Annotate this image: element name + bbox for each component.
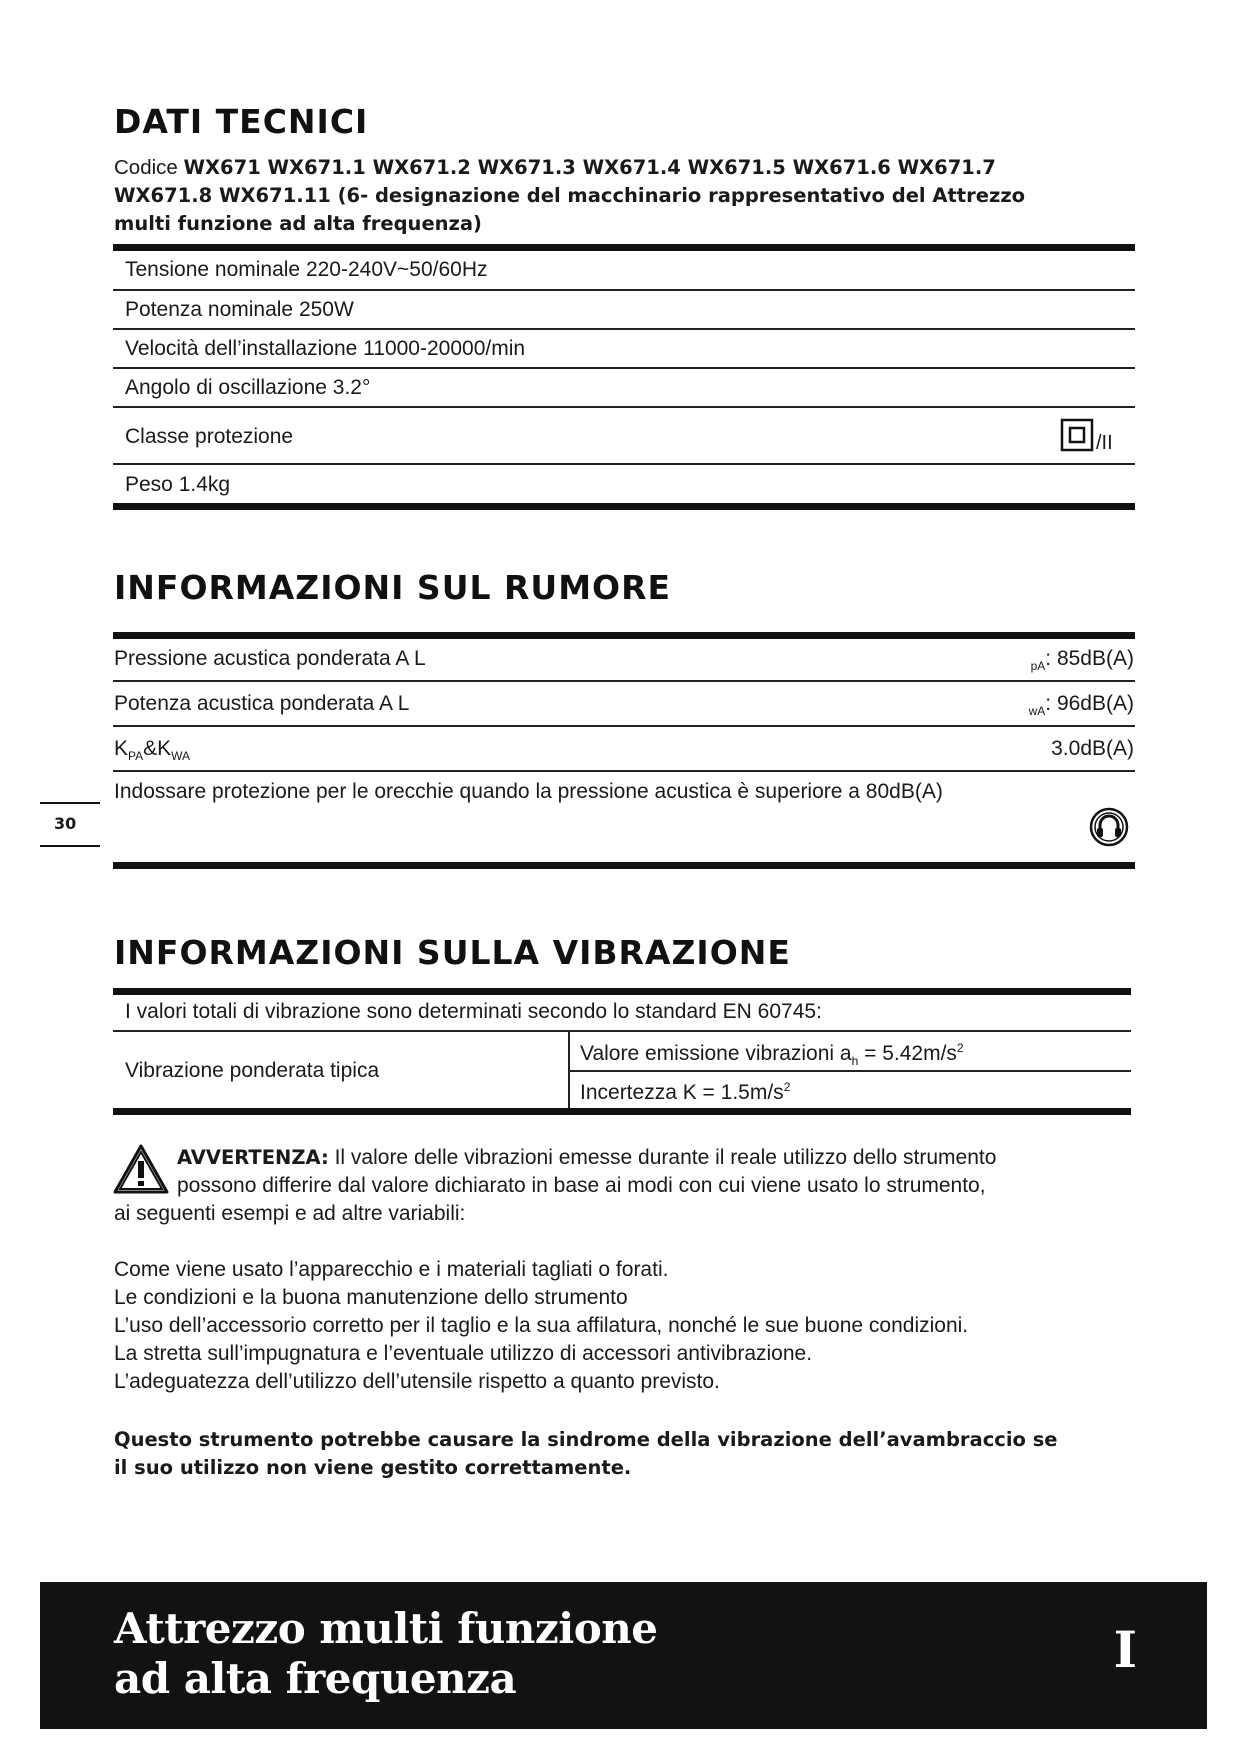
vibration-uncertainty xyxy=(580,1080,790,1105)
warning-icon xyxy=(112,1143,170,1195)
vibration-heading: INFORMAZIONI SULLA VIBRAZIONE xyxy=(114,933,791,972)
language-marker: I xyxy=(1113,1620,1137,1679)
page-number-rule-top xyxy=(40,802,100,804)
footer-title-line-2: ad alta frequenza xyxy=(114,1654,517,1703)
k-letter-2: &K xyxy=(143,737,172,760)
emission-sub: h xyxy=(851,1054,859,1069)
footer-banner xyxy=(40,1582,1207,1729)
tech-row-divider xyxy=(113,289,1135,291)
footer-title-line-1: Attrezzo multi funzione xyxy=(114,1604,658,1653)
tech-row-power: Potenza nominale 250W xyxy=(125,298,354,321)
uncertainty-value: Incertezza K = 1.5m/s xyxy=(580,1081,784,1104)
k-sub-wa: WA xyxy=(171,749,191,764)
tech-row-speed: Velocità dell’installazione 11000-20000/min xyxy=(125,337,526,360)
emission-value: = 5.42m/s xyxy=(858,1042,957,1065)
list-item: La stretta sull’impugnatura e l’eventuale utilizzo di accessori antivibrazione. xyxy=(114,1342,813,1365)
ear-protection-icon xyxy=(1089,807,1129,847)
double-insulation-icon xyxy=(1060,418,1094,452)
tech-row-voltage: Tensione nominale 220-240V~50/60Hz xyxy=(125,258,488,281)
code-models-2: WX671.8 WX671.11 (6- designazione del macchinario rappresentativo del Attrezzo xyxy=(114,184,1026,207)
warning-line-2: possono differire dal valore dichiarato in base ai modi con cui viene usato lo strumento, xyxy=(177,1174,986,1197)
vibration-table-top-rule xyxy=(113,988,1131,995)
ear-protection-text: Indossare protezione per le orecchie quando la pressione acustica è superiore a 80dB(A) xyxy=(114,780,943,803)
warning-line-1 xyxy=(177,1146,996,1170)
uncertainty-sup: 2 xyxy=(783,1080,791,1094)
vibration-table-bottom-rule xyxy=(113,1108,1131,1115)
noise-pressure-sub: pA xyxy=(1030,659,1046,674)
tech-table-bottom-rule xyxy=(113,503,1135,510)
noise-pressure-number: : 85dB(A) xyxy=(1045,647,1134,670)
emission-sup: 2 xyxy=(956,1041,964,1055)
tech-row-divider xyxy=(113,463,1135,465)
noise-table-bottom-rule xyxy=(113,862,1135,869)
vibration-row-divider xyxy=(569,1070,1131,1072)
noise-row-divider xyxy=(113,770,1135,772)
code-models-3: multi funzione ad alta frequenza) xyxy=(114,212,482,235)
bold-note-line-2: il suo utilizzo non viene gestito correttamente. xyxy=(114,1456,632,1479)
tech-table-top-rule xyxy=(113,244,1135,251)
vibration-left-label: Vibrazione ponderata tipica xyxy=(125,1059,380,1082)
vibration-emission xyxy=(580,1041,964,1068)
warning-text-1: Il valore delle vibrazioni emesse durante il reale utilizzo dello strumento xyxy=(328,1146,997,1169)
warning-label: AVVERTENZA: xyxy=(177,1146,329,1169)
k-letter: K xyxy=(114,737,129,760)
tech-heading: DATI TECNICI xyxy=(114,102,369,141)
code-line-1 xyxy=(114,156,996,180)
noise-power-label: Potenza acustica ponderata A L xyxy=(114,692,410,715)
class-value: /II xyxy=(1096,432,1113,454)
tech-row-weight: Peso 1.4kg xyxy=(125,473,231,496)
bold-note-line-1: Questo strumento potrebbe causare la sindrome della vibrazione dell’avambraccio se xyxy=(114,1428,1058,1451)
noise-row-divider xyxy=(113,725,1135,727)
code-line-3 xyxy=(114,212,482,236)
vibration-intro: I valori totali di vibrazione sono determinati secondo lo standard EN 60745: xyxy=(125,1000,822,1023)
code-models-1: WX671 WX671.1 WX671.2 WX671.3 WX671.4 WX671.5 WX671.6 WX671.7 xyxy=(183,156,996,179)
noise-table-top-rule xyxy=(113,632,1135,639)
noise-power-number: : 96dB(A) xyxy=(1045,692,1134,715)
page-number-rule-bottom xyxy=(40,845,100,847)
noise-pressure-label: Pressione acustica ponderata A L xyxy=(114,647,426,670)
noise-row-divider xyxy=(113,680,1135,682)
noise-heading: INFORMAZIONI SUL RUMORE xyxy=(114,568,672,607)
tech-row-angle: Angolo di oscillazione 3.2° xyxy=(125,376,371,399)
k-sub-pa: PA xyxy=(128,749,144,764)
tech-row-divider xyxy=(113,406,1135,408)
list-item: L’uso dell’accessorio corretto per il taglio e la sua affilatura, nonché le sue buone condizioni. xyxy=(114,1314,969,1337)
emission-label: Valore emissione vibrazioni a xyxy=(580,1042,852,1065)
code-prefix: Codice xyxy=(114,156,178,179)
noise-k-value: 3.0dB(A) xyxy=(1051,737,1134,760)
tech-row-divider xyxy=(113,367,1135,369)
noise-pressure-value xyxy=(1031,647,1134,673)
noise-k-label xyxy=(114,737,190,763)
list-item: L’adeguatezza dell’utilizzo dell’utensile rispetto a quanto previsto. xyxy=(114,1370,720,1393)
noise-power-sub: wA xyxy=(1028,704,1046,719)
noise-power-value xyxy=(1029,692,1134,718)
code-line-2 xyxy=(114,184,1025,208)
list-item: Le condizioni e la buona manutenzione dello strumento xyxy=(114,1286,628,1309)
vibration-row-divider xyxy=(113,1030,1131,1032)
page-number: 30 xyxy=(54,814,77,833)
tech-row-class: Classe protezione xyxy=(125,425,294,448)
warning-line-3: ai seguenti esempi e ad altre variabili: xyxy=(114,1202,466,1225)
list-item: Come viene usato l’apparecchio e i materiali tagliati o forati. xyxy=(114,1258,669,1281)
tech-row-divider xyxy=(113,328,1135,330)
